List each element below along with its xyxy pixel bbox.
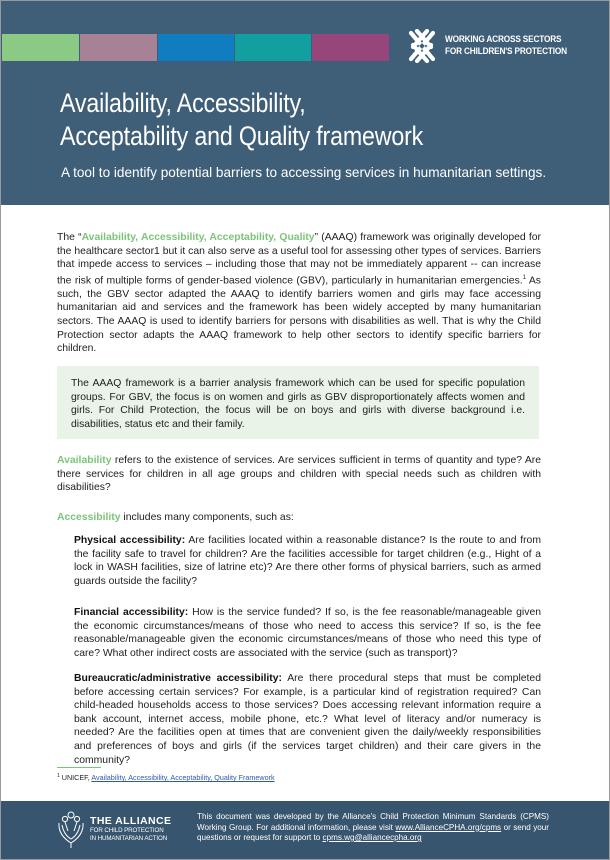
color-bar	[158, 34, 234, 61]
footnote-divider	[57, 767, 101, 768]
intro-section	[57, 231, 541, 356]
alliance-logo	[56, 809, 171, 849]
footnote-source: UNICEF,	[59, 773, 92, 782]
alliance-sub-2: IN HUMANITARIAN ACTION	[90, 834, 168, 842]
working-across-sectors-logo	[407, 29, 587, 63]
title-line-1: Availability, Accessibility,	[60, 88, 306, 118]
aaaq-highlight: Availability, Accessibility, Acceptability, Quality	[81, 232, 315, 243]
callout-box	[57, 366, 539, 439]
page-title	[60, 87, 423, 153]
alliance-name: THE ALLIANCE	[90, 815, 172, 828]
accessibility-text: includes many components, such as:	[120, 512, 294, 523]
alliance-hands-icon	[56, 809, 86, 849]
financial-accessibility-item	[74, 606, 541, 660]
accessibility-intro	[57, 511, 541, 525]
physical-accessibility-item	[74, 534, 541, 588]
item-label: Bureaucratic/administrative accessibility:	[74, 673, 282, 684]
accessibility-term: Accessibility	[57, 512, 121, 523]
availability-term: Availability	[57, 455, 112, 466]
intro-text: ” (AAAQ) framework was originally developed for the healthcare sector1 but it can also serve as a useful tool for assessing other types of services. Barriers that impede access to services – including those that may not be immediately apparent -- can increase the risk of multiple forms of gender-based violence (GBV), particularly in humanitarian emergencies.	[57, 232, 542, 287]
footnote-link[interactable]: Availability, Accessibility, Acceptability, Quality Framework	[91, 773, 275, 782]
wacs-line-1: WORKING ACROSS SECTORS	[445, 34, 562, 45]
alliance-logo-text	[90, 816, 171, 841]
intro-text-end: As such, the GBV sector adapted the AAAQ to identify barriers women and girls may face accessing humanitarian aid and services and the framework has been widely accepted by many humanitarian sectors. The AAAQ is used to identify barriers for persons with disabilities as well. That is why the Child Protection sector adapts the AAAQ framework to help other sectors to identify specific barriers for children.	[57, 275, 541, 355]
item-label: Financial accessibility:	[74, 607, 189, 618]
bureaucratic-accessibility-item	[74, 672, 541, 767]
intro-lead: The “	[57, 232, 82, 243]
footer-text-before: This document was developed by the Alliance's Child Protection Minimum Standards (CPMS) Working Group. For additional information, please visit	[197, 812, 549, 832]
item-label: Physical accessibility:	[74, 535, 186, 546]
wacs-cross-icon	[407, 29, 437, 63]
color-bar	[2, 34, 79, 61]
color-bar	[312, 34, 389, 61]
intro-paragraph	[57, 231, 541, 356]
availability-paragraph	[57, 454, 541, 495]
availability-text: refers to the existence of services. Are services sufficient in terms of quantity and type? Are there services for children in all age groups and children with special needs such as children with disabilities?	[57, 455, 541, 494]
website-link[interactable]: www.AllianceCPHA.org/cpms	[395, 822, 502, 832]
footnote-ref[interactable]: 1	[522, 274, 526, 281]
email-link[interactable]: cpms.wg@alliancecpha.org	[322, 833, 422, 842]
wacs-line-2: FOR CHILDREN'S PROTECTION	[445, 46, 567, 57]
footer-text	[197, 812, 549, 844]
item-text: Are facilities located within a reasonable distance? Is the route to and from the facility safe to travel for children? Are the facilities accessible for target children (e.g., Hight of a lock in WASH facilities, size of latrine etc)? Are there other forms of physical barriers, such as armed guards outside the facility?	[74, 535, 541, 587]
footer-text-middle: or send your questions or request for support to	[197, 822, 549, 842]
footer-band	[1, 801, 609, 859]
item-text: How is the service funded? If so, is the fee reasonable/manageable given the economic circumstances/means of those who need to access this service? If so, is the fee reasonable/manageable given the economic circumstances/means of those who need this type of care? What other indirect costs are associated with the service (such as transport)?	[74, 607, 541, 659]
color-bar	[235, 34, 311, 61]
footnote	[57, 771, 275, 783]
item-text: Are there procedural steps that must be completed before accessing certain services? For example, is a particular kind of registration required? Can child-headed households access to those services? Does accessing relevant information require a bank account, internet access, mobile phone, etc.? What level of literacy and/or numeracy is needed? Are the facilities open at times that are convenient given the daily/weekly responsibilities and preferences of boys and girls (if the services target children) and their care givers in the community?	[74, 673, 541, 766]
alliance-sub-1: FOR CHILD PROTECTION	[90, 827, 164, 835]
wacs-logo-text	[445, 34, 567, 58]
color-bar	[80, 34, 157, 61]
header-band	[1, 1, 609, 205]
footnote-number: 1	[57, 773, 60, 779]
callout-text: The AAAQ framework is a barrier analysis framework which can be used for specific population groups. For GBV, the focus is on women and girls as GBV disproportionately affects women and girls. For Child Protection, the focus will be on boys and girls with diverse background i.e. disabilities, status etc and their family.	[71, 378, 525, 430]
title-line-2: Acceptability and Quality framework	[60, 121, 424, 151]
page-subtitle: A tool to identify potential barriers to accessing services in humanitarian settings.	[61, 165, 547, 180]
color-bars	[2, 34, 390, 61]
